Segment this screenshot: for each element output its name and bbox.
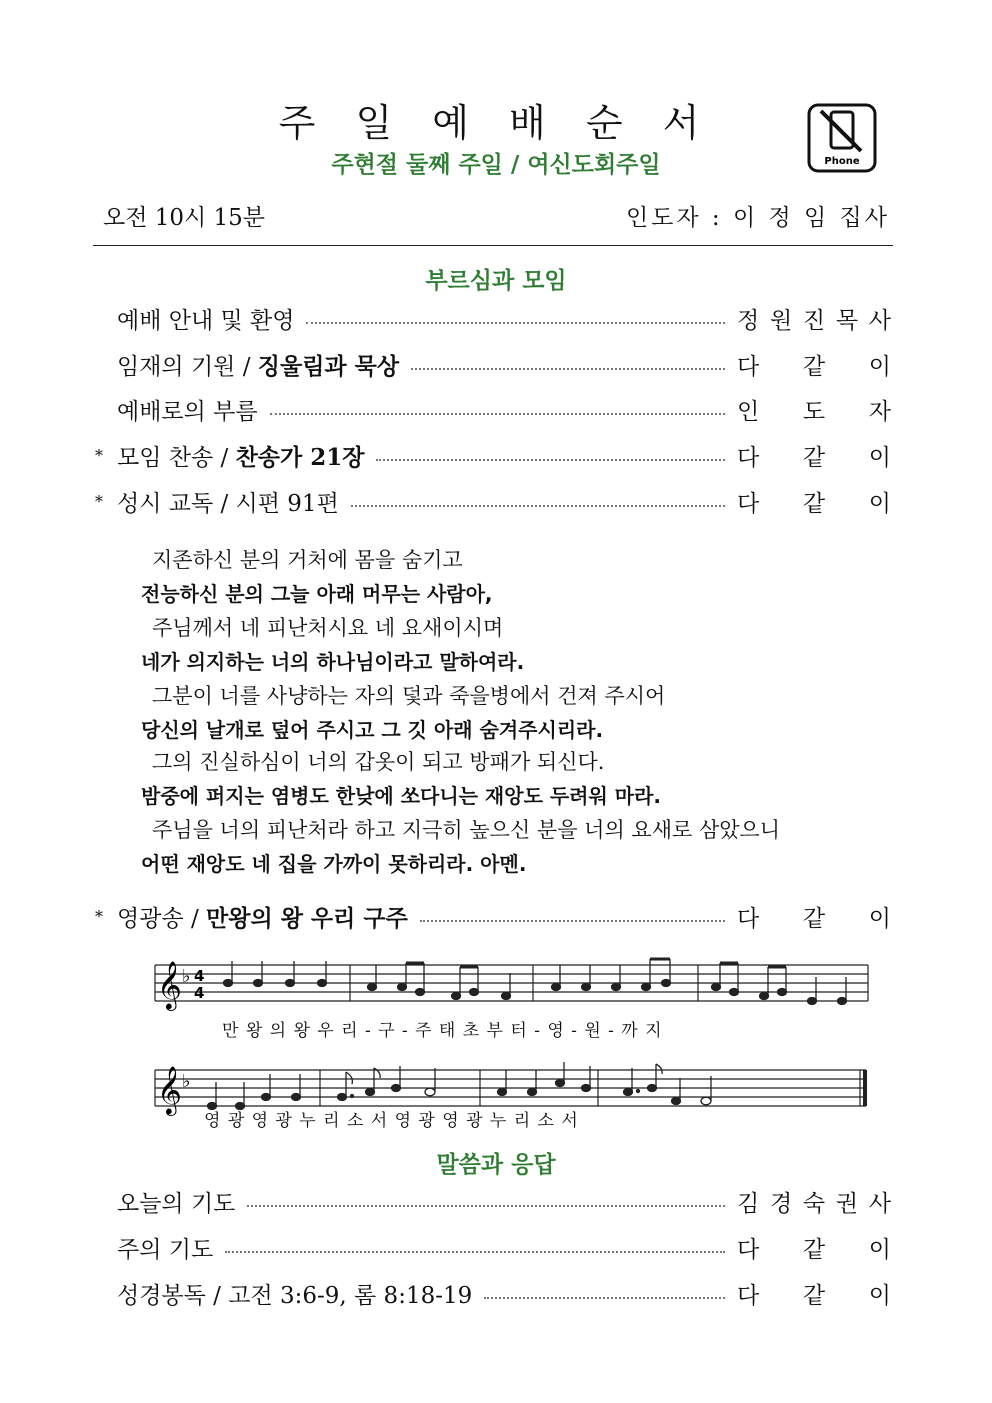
flat-icon: ♭ <box>182 966 191 987</box>
standing-mark: * <box>95 906 103 926</box>
psalm-lead-line: 그분이 너를 사냥하는 자의 덫과 죽을병에서 건져 주시어 <box>152 684 666 708</box>
dot-leader <box>247 1205 725 1207</box>
item-leader: 다 같 이 <box>737 444 891 471</box>
page-title: 주 일 예 배 순 서 <box>278 101 714 145</box>
dot-leader <box>306 322 725 324</box>
dot-leader <box>420 920 725 922</box>
psalm-response-line: 어떤 재앙도 네 집을 가까이 못하리라. 아멘. <box>141 852 527 876</box>
item-leader: 인 도 자 <box>737 398 891 425</box>
treble-clef-icon: 𝄞 <box>157 960 182 1009</box>
dot-leader <box>225 1251 725 1253</box>
order-item <box>95 392 891 426</box>
section-title-word: 말씀과 응답 <box>436 1152 556 1178</box>
psalm-lead-line: 주님께서 네 피난처시요 네 요새이시며 <box>152 616 504 640</box>
dot-leader <box>376 459 725 461</box>
item-label: 예배 안내 및 환영 <box>117 307 295 334</box>
psalm-response-line: 전능하신 분의 그늘 아래 머무는 사람아, <box>141 582 493 606</box>
page-subtitle: 주현절 둘째 주일 / 여신도회주일 <box>331 152 661 178</box>
dot-leader <box>351 505 725 507</box>
service-leader: 인도자 : 이 정 임 집사 <box>625 205 890 231</box>
time-signature-top: 4 <box>194 967 205 985</box>
item-label: 오늘의 기도 <box>117 1190 236 1217</box>
notes-line-1 <box>224 959 847 1005</box>
standing-mark: * <box>95 445 103 465</box>
order-item <box>95 899 891 933</box>
item-label: 영광송 / 만왕의 왕 우리 구주 <box>117 904 408 932</box>
item-leader: 다 같 이 <box>737 905 891 932</box>
order-item <box>95 438 891 472</box>
psalm-response-line: 당신의 날개로 덮어 주시고 그 깃 아래 숨겨주시리라. <box>141 718 604 742</box>
item-label: 모임 찬송 / 찬송가 21장 <box>117 443 365 471</box>
treble-clef-icon: 𝄞 <box>157 1065 182 1114</box>
item-leader: 김 경 숙 권 사 <box>737 1190 891 1217</box>
dot-leader <box>270 413 725 415</box>
item-leader: 다 같 이 <box>737 1282 891 1309</box>
item-leader: 정 원 진 목 사 <box>737 307 891 334</box>
order-item <box>95 347 891 381</box>
header-divider <box>93 245 893 246</box>
psalm-lead-line: 그의 진실하심이 너의 갑옷이 되고 방패가 되신다. <box>152 750 605 774</box>
hymn-lyrics-line-2: 영 광 영 광 누 리 소 서 영 광 영 광 누 리 소 서 <box>204 1111 579 1131</box>
standing-mark: * <box>95 491 103 511</box>
order-item <box>95 484 891 518</box>
time-signature-bottom: 4 <box>194 984 205 1002</box>
hymn-lyrics-line-1: 만 왕 의 왕 우 리 - 구 - 주 태 초 부 터 - 영 - 원 - 까 지 <box>222 1021 663 1041</box>
order-item <box>95 301 891 335</box>
notes-line-2 <box>208 1062 712 1110</box>
item-label: 주의 기도 <box>117 1236 214 1263</box>
phone-label: Phone <box>824 156 860 167</box>
item-leader: 다 같 이 <box>737 1236 891 1263</box>
order-item <box>95 1276 891 1310</box>
psalm-lead-line: 지존하신 분의 거처에 몸을 숨기고 <box>152 548 463 572</box>
psalm-response-line: 밤중에 퍼지는 염병도 한낮에 쏘다니는 재앙도 두려워 마라. <box>141 784 662 808</box>
item-leader: 다 같 이 <box>737 490 891 517</box>
no-phone-icon <box>807 103 877 173</box>
service-time: 오전 10시 15분 <box>103 205 266 231</box>
psalm-lead-line: 주님을 너의 피난처라 하고 지극히 높으신 분을 너의 요새로 삼았으니 <box>152 818 781 842</box>
order-item <box>95 1184 891 1218</box>
section-title-calling: 부르심과 모임 <box>425 268 567 294</box>
dot-leader <box>484 1297 725 1299</box>
flat-icon: ♭ <box>182 1071 191 1092</box>
item-leader: 다 같 이 <box>737 353 891 380</box>
order-item <box>95 1230 891 1264</box>
item-label: 임재의 기원 / 징울림과 묵상 <box>117 352 400 380</box>
music-staff-1 <box>150 955 870 1015</box>
item-label: 성경봉독 / 고전 3:6-9, 롬 8:18-19 <box>117 1282 473 1309</box>
item-label: 예배로의 부름 <box>117 398 258 425</box>
dot-leader <box>411 368 725 370</box>
item-label: 성시 교독 / 시편 91편 <box>117 490 339 517</box>
psalm-response-line: 네가 의지하는 너의 하나님이라고 말하여라. <box>141 650 525 674</box>
